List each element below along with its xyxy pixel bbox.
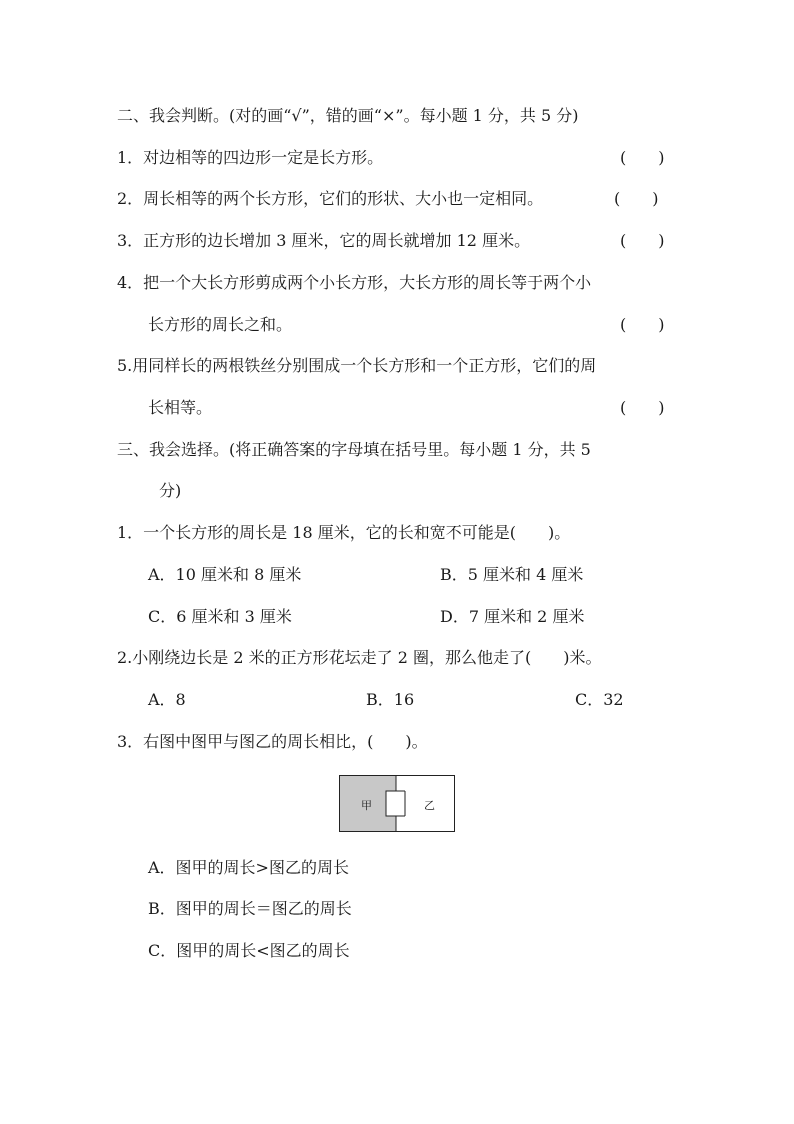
q3-option-a[interactable]: A．图甲的周长>图乙的周长 xyxy=(148,858,349,877)
judge-answer-1[interactable]: ( ) xyxy=(620,148,665,167)
judge-item-2: 2．周长相等的两个长方形，它们的形状、大小也一定相同。 xyxy=(117,189,544,208)
judge-item-5-line1: 5.用同样长的两根铁丝分别围成一个长方形和一个正方形，它们的周 xyxy=(117,356,597,375)
q1-option-a[interactable]: A．10 厘米和 8 厘米 xyxy=(148,565,302,584)
choice-question-3: 3．右图中图甲与图乙的周长相比，( )。 xyxy=(117,732,428,751)
q1-option-d[interactable]: D．7 厘米和 2 厘米 xyxy=(440,607,585,626)
section2-heading: 二、我会判断。(对的画“√”，错的画“×”。每小题 1 分，共 5 分) xyxy=(117,106,579,125)
q1-option-c[interactable]: C．6 厘米和 3 厘米 xyxy=(148,607,292,626)
judge-item-1: 1．对边相等的四边形一定是长方形。 xyxy=(117,148,384,167)
q3-option-b[interactable]: B．图甲的周长＝图乙的周长 xyxy=(148,899,352,918)
judge-answer-3[interactable]: ( ) xyxy=(620,231,665,250)
section3-heading-line2: 分) xyxy=(159,481,182,500)
q2-option-c[interactable]: C．32 xyxy=(575,690,624,709)
judge-answer-4[interactable]: ( ) xyxy=(620,315,665,334)
section3-heading-line1: 三、我会选择。(将正确答案的字母填在括号里。每小题 1 分，共 5 xyxy=(117,440,591,459)
judge-answer-5[interactable]: ( ) xyxy=(620,398,665,417)
q1-option-b[interactable]: B．5 厘米和 4 厘米 xyxy=(440,565,584,584)
q2-option-b[interactable]: B．16 xyxy=(366,690,415,709)
judge-item-3: 3．正方形的边长增加 3 厘米，它的周长就增加 12 厘米。 xyxy=(117,231,531,250)
figure-label-jia: 甲 xyxy=(361,799,372,812)
choice-question-1: 1．一个长方形的周长是 18 厘米，它的长和宽不可能是( )。 xyxy=(117,523,571,542)
judge-item-5-line2: 长相等。 xyxy=(148,398,213,417)
q3-option-c[interactable]: C．图甲的周长<图乙的周长 xyxy=(148,941,350,960)
figure-label-yi: 乙 xyxy=(424,799,435,812)
q2-option-a[interactable]: A．8 xyxy=(148,690,186,709)
judge-answer-2[interactable]: ( ) xyxy=(614,189,659,208)
perimeter-figure xyxy=(339,775,455,832)
judge-item-4-line1: 4．把一个大长方形剪成两个小长方形，大长方形的周长等于两个小 xyxy=(117,273,592,292)
choice-question-2: 2.小刚绕边长是 2 米的正方形花坛走了 2 圈，那么他走了( )米。 xyxy=(117,648,602,667)
judge-item-4-line2: 长方形的周长之和。 xyxy=(148,315,293,334)
